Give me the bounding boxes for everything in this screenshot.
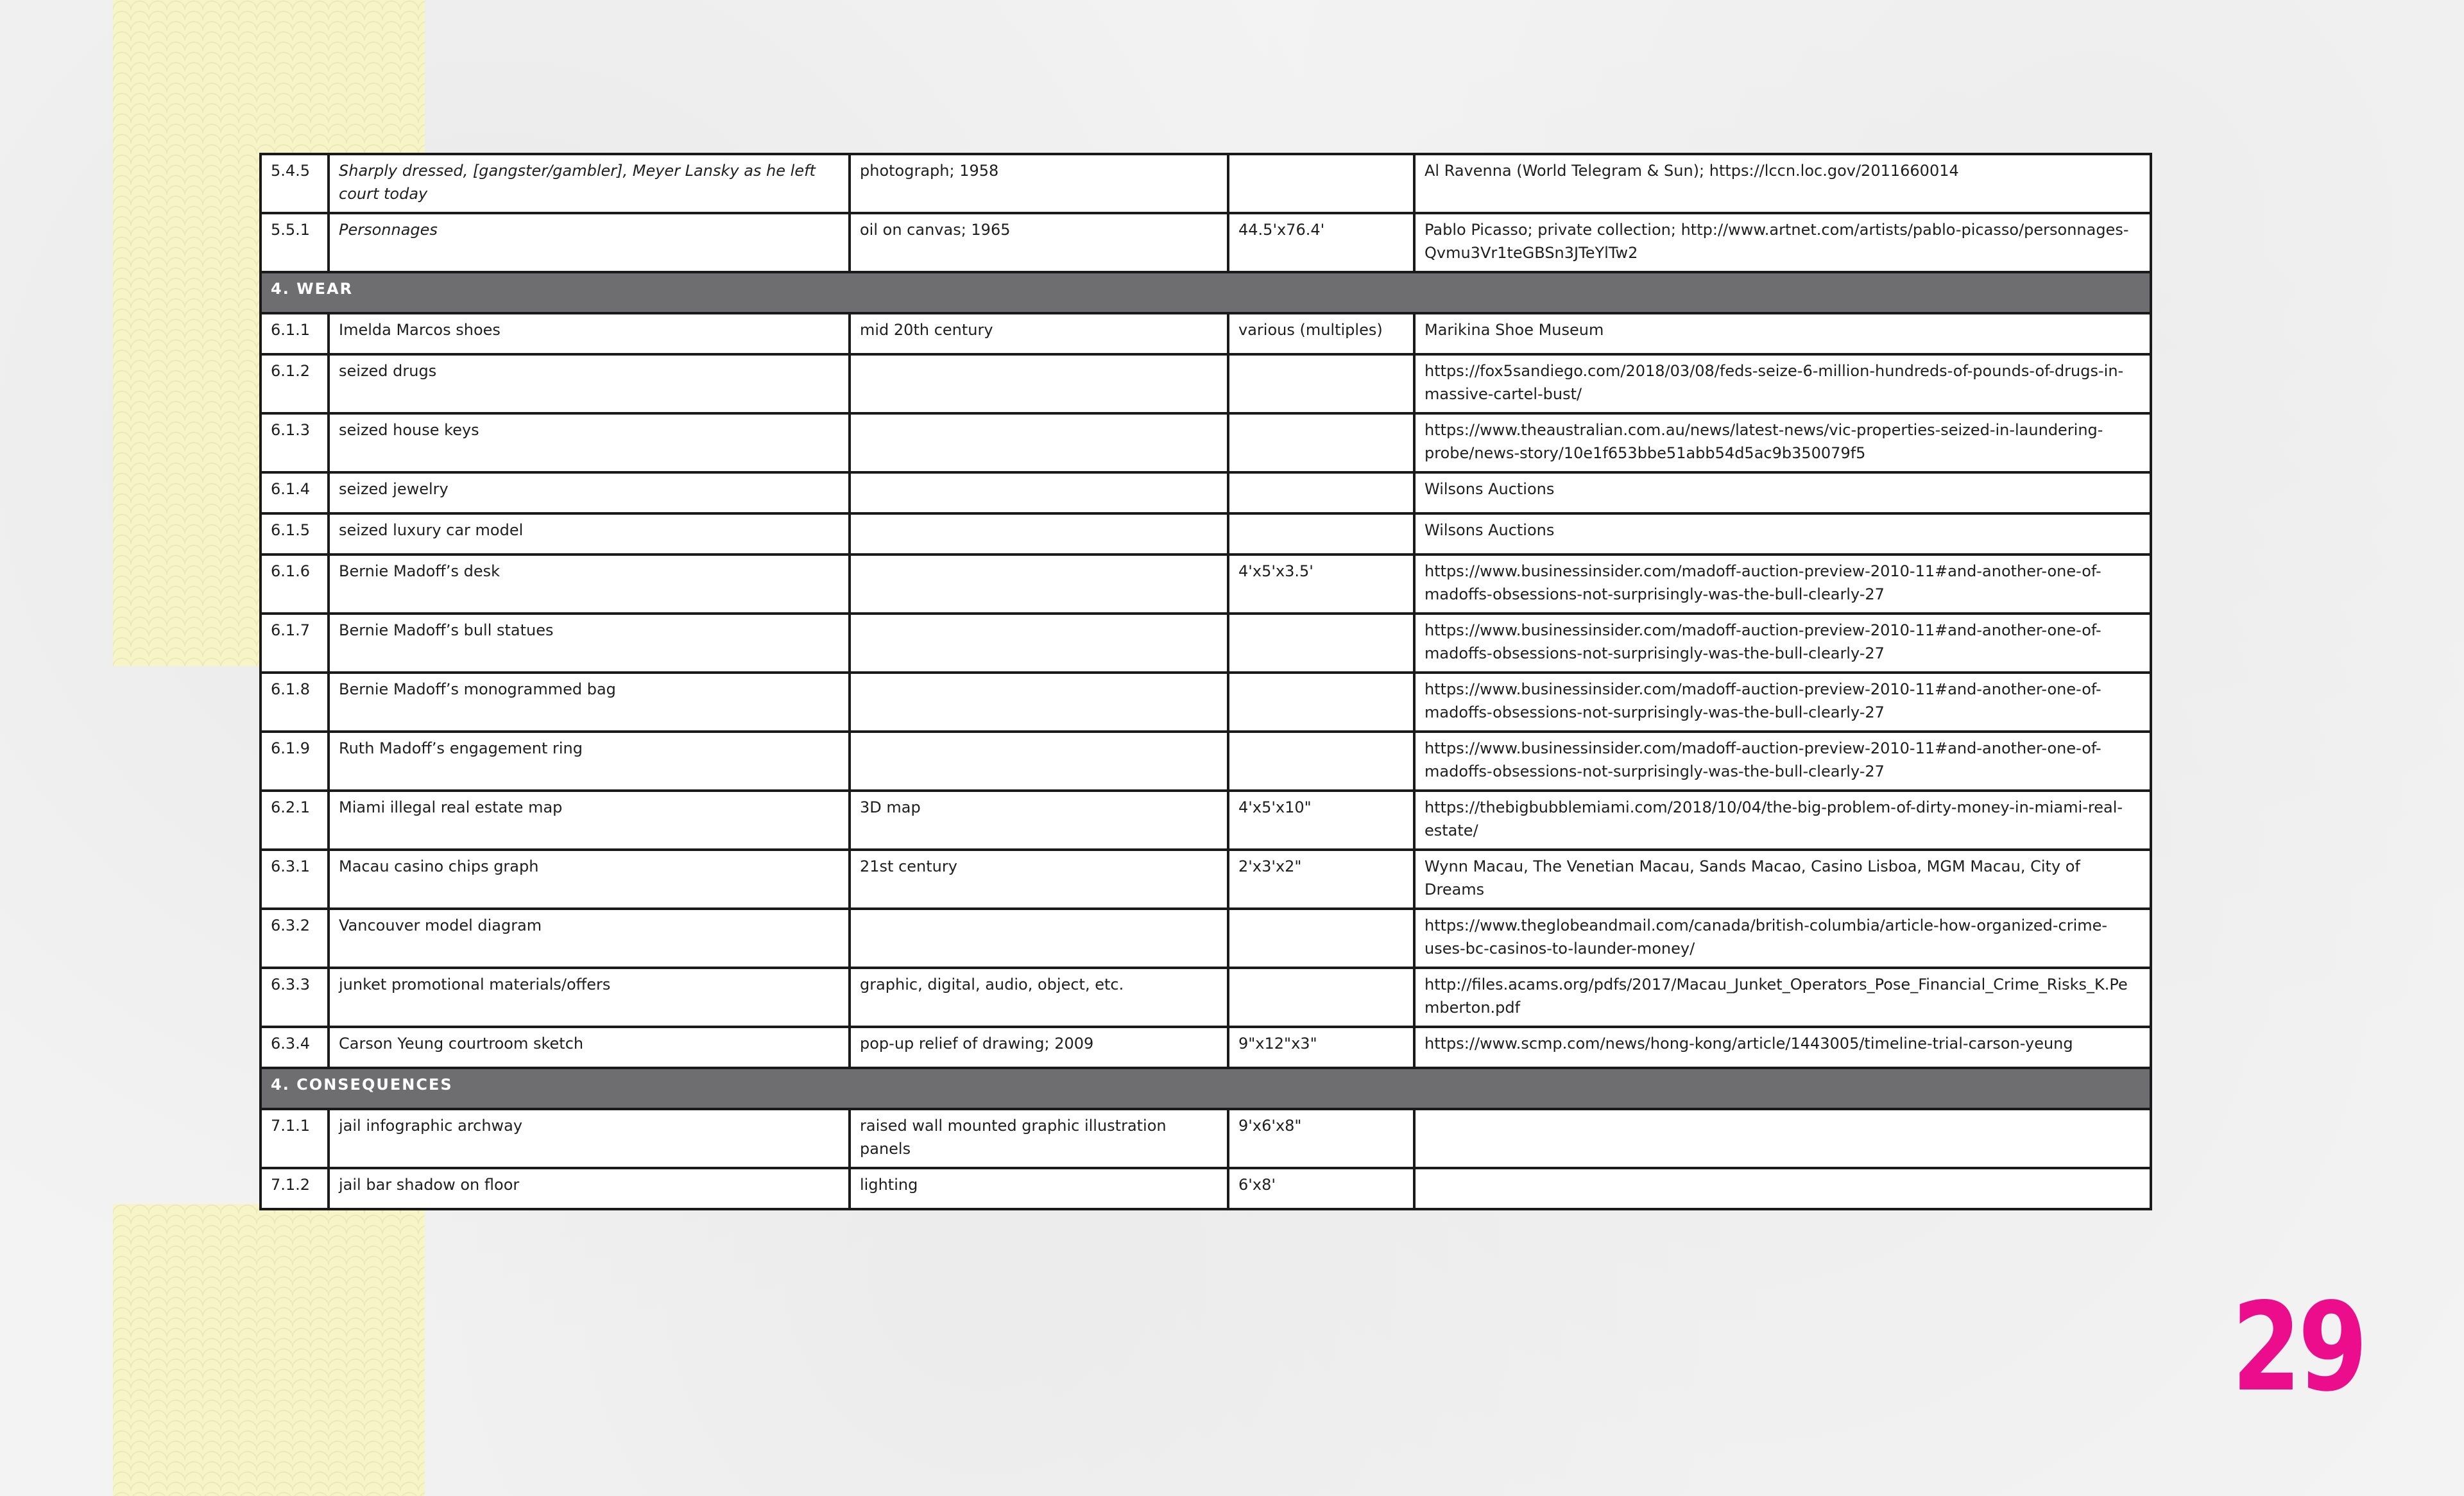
item-number: 6.3.3	[261, 968, 329, 1027]
item-source: https://fox5sandiego.com/2018/03/08/feds-seize-6-million-hundreds-of-pounds-of-drugs-in-massive-cartel-bust/	[1414, 354, 2151, 413]
item-title: junket promotional materials/offers	[329, 968, 850, 1027]
item-dimensions: 2'x3'x2"	[1228, 850, 1414, 909]
item-dimensions: various (multiples)	[1228, 313, 1414, 354]
item-source: https://www.businessinsider.com/madoff-auction-preview-2010-11#and-another-one-of-madoffs-obsessions-not-surprisingly-was-the-bull-clearly-27	[1414, 673, 2151, 732]
item-source: https://www.scmp.com/news/hong-kong/article/1443005/timeline-trial-carson-yeung	[1414, 1027, 2151, 1068]
section-title-wear: 4. WEAR	[261, 272, 2151, 313]
table-row	[261, 614, 2151, 673]
section-header-row	[261, 1068, 2151, 1109]
item-title: Bernie Madoff’s monogrammed bag	[329, 673, 850, 732]
item-source: Wilsons Auctions	[1414, 472, 2151, 513]
item-source: https://www.businessinsider.com/madoff-auction-preview-2010-11#and-another-one-of-madoffs-obsessions-not-surprisingly-was-the-bull-clearly-27	[1414, 555, 2151, 614]
table-row	[261, 354, 2151, 413]
item-dimensions: 4'x5'x10"	[1228, 791, 1414, 850]
item-dimensions	[1228, 354, 1414, 413]
item-medium: photograph; 1958	[850, 154, 1228, 213]
item-medium: 21st century	[850, 850, 1228, 909]
item-source: Marikina Shoe Museum	[1414, 313, 2151, 354]
item-source: https://www.businessinsider.com/madoff-auction-preview-2010-11#and-another-one-of-madoffs-obsessions-not-surprisingly-was-the-bull-clearly-27	[1414, 614, 2151, 673]
table-row	[261, 513, 2151, 555]
item-medium: mid 20th century	[850, 313, 1228, 354]
item-title: Ruth Madoff’s engagement ring	[329, 732, 850, 791]
item-dimensions: 6'x8'	[1228, 1168, 1414, 1209]
item-title: Bernie Madoff’s bull statues	[329, 614, 850, 673]
item-medium: raised wall mounted graphic illustration panels	[850, 1109, 1228, 1168]
table-row	[261, 968, 2151, 1027]
item-number: 7.1.2	[261, 1168, 329, 1209]
table-row	[261, 555, 2151, 614]
item-number: 6.1.2	[261, 354, 329, 413]
item-source: http://files.acams.org/pdfs/2017/Macau_Junket_Operators_Pose_Financial_Crime_Risks_K.Pemberton.pdf	[1414, 968, 2151, 1027]
table-row	[261, 1027, 2151, 1068]
table-row	[261, 1168, 2151, 1209]
item-medium	[850, 732, 1228, 791]
table-row	[261, 154, 2151, 213]
item-medium: oil on canvas; 1965	[850, 213, 1228, 272]
item-dimensions	[1228, 732, 1414, 791]
item-title: seized jewelry	[329, 472, 850, 513]
item-medium	[850, 555, 1228, 614]
item-dimensions	[1228, 472, 1414, 513]
item-source: Wynn Macau, The Venetian Macau, Sands Macao, Casino Lisboa, MGM Macau, City of Dreams	[1414, 850, 2151, 909]
item-medium	[850, 354, 1228, 413]
item-title: Personnages	[329, 213, 850, 272]
item-dimensions	[1228, 413, 1414, 472]
item-number: 6.1.1	[261, 313, 329, 354]
item-number: 5.5.1	[261, 213, 329, 272]
item-dimensions: 9'x6'x8"	[1228, 1109, 1414, 1168]
item-number: 6.3.1	[261, 850, 329, 909]
item-title: Imelda Marcos shoes	[329, 313, 850, 354]
item-dimensions	[1228, 909, 1414, 968]
item-number: 6.1.9	[261, 732, 329, 791]
item-source: https://www.theaustralian.com.au/news/latest-news/vic-properties-seized-in-laundering-probe/news-story/10e1f653bbe51abb54d5ac9b350079f5	[1414, 413, 2151, 472]
item-title: Vancouver model diagram	[329, 909, 850, 968]
item-medium: pop-up relief of drawing; 2009	[850, 1027, 1228, 1068]
item-dimensions	[1228, 154, 1414, 213]
item-medium	[850, 673, 1228, 732]
item-medium: 3D map	[850, 791, 1228, 850]
item-title: seized luxury car model	[329, 513, 850, 555]
item-number: 6.2.1	[261, 791, 329, 850]
item-number: 6.1.8	[261, 673, 329, 732]
item-title: Macau casino chips graph	[329, 850, 850, 909]
table-row	[261, 413, 2151, 472]
item-number: 6.3.2	[261, 909, 329, 968]
item-title: jail bar shadow on floor	[329, 1168, 850, 1209]
item-source: Al Ravenna (World Telegram & Sun); https://lccn.loc.gov/2011660014	[1414, 154, 2151, 213]
table-row	[261, 673, 2151, 732]
item-number: 6.1.3	[261, 413, 329, 472]
item-title: Miami illegal real estate map	[329, 791, 850, 850]
table-row	[261, 909, 2151, 968]
item-source	[1414, 1168, 2151, 1209]
item-title: seized drugs	[329, 354, 850, 413]
item-medium: lighting	[850, 1168, 1228, 1209]
table-row	[261, 1109, 2151, 1168]
item-dimensions	[1228, 673, 1414, 732]
item-dimensions: 44.5'x76.4'	[1228, 213, 1414, 272]
table-row	[261, 850, 2151, 909]
table-row	[261, 732, 2151, 791]
section-header-row	[261, 272, 2151, 313]
item-source: https://www.businessinsider.com/madoff-auction-preview-2010-11#and-another-one-of-madoffs-obsessions-not-surprisingly-was-the-bull-clearly-27	[1414, 732, 2151, 791]
item-number: 7.1.1	[261, 1109, 329, 1168]
item-dimensions: 9"x12"x3"	[1228, 1027, 1414, 1068]
item-dimensions	[1228, 513, 1414, 555]
table-row	[261, 313, 2151, 354]
item-source: Pablo Picasso; private collection; http://www.artnet.com/artists/pablo-picasso/personnages-Qvmu3Vr1teGBSn3JTeYlTw2	[1414, 213, 2151, 272]
item-medium	[850, 472, 1228, 513]
table-row	[261, 213, 2151, 272]
item-dimensions	[1228, 968, 1414, 1027]
item-medium	[850, 413, 1228, 472]
item-medium	[850, 513, 1228, 555]
item-title: Sharply dressed, [gangster/gambler], Meyer Lansky as he left court today	[329, 154, 850, 213]
item-title: jail infographic archway	[329, 1109, 850, 1168]
item-number: 6.1.7	[261, 614, 329, 673]
section-title-consequences: 4. CONSEQUENCES	[261, 1068, 2151, 1109]
item-number: 5.4.5	[261, 154, 329, 213]
item-dimensions	[1228, 614, 1414, 673]
item-title: Bernie Madoff’s desk	[329, 555, 850, 614]
item-dimensions: 4'x5'x3.5'	[1228, 555, 1414, 614]
item-number: 6.1.5	[261, 513, 329, 555]
decorative-yellow-panel-bottom	[113, 1204, 425, 1496]
item-number: 6.3.4	[261, 1027, 329, 1068]
item-title: Carson Yeung courtroom sketch	[329, 1027, 850, 1068]
item-medium	[850, 909, 1228, 968]
item-source: https://thebigbubblemiami.com/2018/10/04/the-big-problem-of-dirty-money-in-miami-real-estate/	[1414, 791, 2151, 850]
inventory-table	[259, 153, 2152, 1210]
item-source	[1414, 1109, 2151, 1168]
table-row	[261, 791, 2151, 850]
page-number: 29	[2232, 1277, 2365, 1418]
item-source: https://www.theglobeandmail.com/canada/british-columbia/article-how-organized-crime-uses-bc-casinos-to-launder-money/	[1414, 909, 2151, 968]
item-medium: graphic, digital, audio, object, etc.	[850, 968, 1228, 1027]
item-title: seized house keys	[329, 413, 850, 472]
item-number: 6.1.6	[261, 555, 329, 614]
item-number: 6.1.4	[261, 472, 329, 513]
item-medium	[850, 614, 1228, 673]
table-row	[261, 472, 2151, 513]
item-source: Wilsons Auctions	[1414, 513, 2151, 555]
